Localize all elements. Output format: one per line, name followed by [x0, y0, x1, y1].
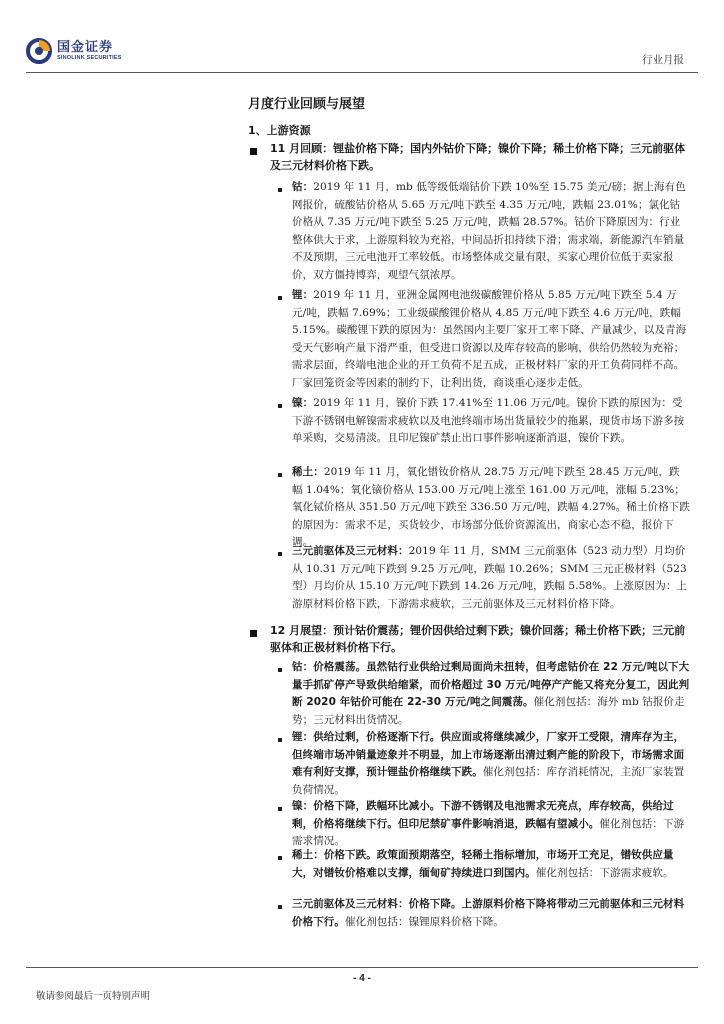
november-review-lead: 11 月回顾：锂盐价格下降；国内外钴价下降；镍价下降；稀土价格下降；三元前驱体及三元材料价格下跌。: [270, 142, 686, 172]
december-item-rare-earth: [292, 847, 690, 882]
item-text: 催化剂包括：库存消耗情况，主流厂家装置负荷情况。: [292, 766, 685, 796]
item-label: 镍：: [292, 800, 314, 812]
logo-english-name: SINOLINK SECURITIES: [57, 54, 122, 61]
november-item-rare-earth: [292, 464, 690, 552]
bullet-dot: [278, 856, 282, 860]
item-label: 三元前驱体及三元材料：: [292, 898, 409, 910]
december-item-ternary: [292, 896, 690, 931]
item-label: 镍：: [292, 397, 314, 409]
bullet-dot: [278, 473, 282, 477]
logo-chinese-name: 国金证券: [57, 39, 114, 55]
footer-divider: [26, 967, 698, 968]
item-bold-text: 价格下跌。政策面预期落空，轻稀土指标增加，市场开工充足，镨钕供应量大，对镨钕价格难以支撑，缅甸矿持续进口到国内。: [292, 849, 674, 879]
item-text: 催化剂包括：海外 mb 钴报价走势；三元材料出货情况。: [292, 696, 685, 726]
november-item-nickel: [292, 395, 690, 448]
bullet-dot: [278, 552, 282, 556]
bullet-dot: [278, 404, 282, 408]
page-number: - 4 -: [353, 973, 371, 984]
december-item-nickel: [292, 798, 690, 851]
november-item-ternary: [292, 543, 690, 613]
square-bullet: [250, 630, 257, 637]
item-label: 钴：: [292, 181, 314, 193]
header-divider: [26, 72, 698, 73]
footer-disclaimer: 敬请参阅最后一页特别声明: [36, 991, 151, 1002]
item-text: 2019 年 11 月，SMM 三元前驱体（523 动力型）月均价从 10.31 万元/吨下跌到 9.25 万元/吨，跌幅 10.26%；SMM 三元正极材料（523 型）月均价从 15.10 万元/吨下跌到 14.26 万元/吨，跌幅 5.58%。上涨原因为：上游原材料价格下跌，下游需求疲软，三元前驱体及三元材料价格下降。: [292, 545, 688, 610]
item-text: 催化剂包括：镍锂原料价格下降。: [345, 915, 504, 928]
december-item-lithium: [292, 729, 690, 799]
item-bold-text: 价格下降。上游原料价格下降将带动三元前驱体和三元材料价格下行。: [292, 898, 685, 928]
item-label: 稀土：: [292, 849, 324, 861]
item-text: 催化剂包括：下游需求疲软。: [535, 866, 674, 879]
bullet-dot: [278, 296, 282, 300]
december-item-cobalt: [292, 659, 690, 729]
item-bold-text: 供给过剩，价格逐渐下行。供应面或将继续减少，厂家开工受限，清库存为主，但终端市场冲销量迹象并不明显，加上市场逐渐出清过剩产能的阶段下，市场需求面难有利好支撑，预计锂盐价格继续下跌。: [292, 731, 685, 779]
bullet-dot: [278, 807, 282, 811]
item-text: 2019 年 11 月，镍价下跌 17.41%至 11.06 万元/吨。镍价下跌的原因为：受下游不锈钢电解镍需求疲软以及电池终端市场出货量较少的拖累，现货市场下游多按单采购，交易清淡。且印尼镍矿禁止出口事件影响逐渐消退，镍价下跌。: [292, 397, 685, 445]
item-bold-text: 价格下降，跌幅环比减小。下游不锈钢及电池需求无亮点，库存较高，供给过剩，价格将继续下行。但印尼禁矿事件影响消退，跌幅有望减小。: [292, 800, 674, 830]
item-label: 锂：: [292, 731, 314, 743]
section-title: 月度行业回顾与展望: [248, 97, 366, 112]
item-label: 三元前驱体及三元材料：: [292, 545, 409, 557]
bullet-dot: [278, 668, 282, 672]
november-item-cobalt: [292, 179, 690, 285]
item-text: 2019 年 11 月，氧化镨钕价格从 28.75 万元/吨下跌至 28.45 万元/吨，跌幅 1.04%；氧化镝价格从 153.00 万元/吨上涨至 161.00 万元/吨，涨幅 5.23%；氧化铽价格从 351.50 万元/吨下跌至 336.50 万元/吨，跌幅 4.27%。稀土价格下跌的原因为：需求不足，买货较少，市场部分低价资源流出，商家心态不稳，报价下调。: [292, 466, 690, 549]
subsection-title: 1、上游资源: [248, 124, 311, 137]
december-outlook-lead: 12 月展望：预计钴价震荡；锂价因供给过剩下跌；镍价回落；稀土价格下跌；三元前驱体和正极材料价格下行。: [270, 624, 686, 654]
november-item-lithium: [292, 287, 690, 393]
item-label: 钴：: [292, 661, 314, 673]
item-text: 催化剂包括：下游需求情况。: [292, 817, 685, 848]
bullet-dot: [278, 905, 282, 909]
item-label: 稀土：: [292, 466, 324, 478]
item-text: 2019 年 11 月，mb 低等级低端钴价下跌 10%至 15.75 美元/磅；据上海有色网报价，硫酸钴价格从 5.65 万元/吨下跌至 4.35 万元/吨，跌幅 23.01%；氯化钴价格从 7.35 万元/吨下跌至 5.25 万元/吨，跌幅 28.57%。钴价下降原因为：行业整体供大于求，上游原料较为充裕，中间品折扣持续下滑；需求端，新能源汽车销量不及预期，三元电池开工率较低。市场整体成交量有限，买家心理价位低于卖家报价，双方僵持博弈，观望气氛浓厚。: [292, 181, 686, 281]
square-bullet: [250, 148, 257, 155]
item-label: 锂：: [292, 289, 314, 301]
logo-icon: [26, 38, 52, 64]
company-logo: [26, 38, 122, 64]
item-text: 2019 年 11 月，亚洲金属网电池级碳酸锂价格从 5.85 万元/吨下跌至 5.4 万元/吨，跌幅 7.69%；工业级碳酸锂价格从 4.85 万元/吨下跌至 4.6 万元/吨，跌幅 5.15%。碳酸锂下跌的原因为：虽然国内主要厂家开工率下降、产量减少，以及青海受天气影响产量下滑严重，但受进口资源以及库存较高的影响，供给仍然较为充裕；需求层面，终端电池企业的开工负荷不足五成，正极材料厂家的开工负荷同样不高。厂家回笼资金等因素的制约下，让利出货，商谈重心逐步走低。: [292, 289, 687, 389]
bullet-dot: [278, 188, 282, 192]
page-header: [0, 0, 724, 78]
bullet-dot: [278, 738, 282, 742]
report-type-label: 行业月报: [642, 54, 684, 66]
item-bold-text: 价格震荡。虽然钴行业供给过剩局面尚未扭转，但考虑钴价在 22 万元/吨以下大量手抓矿停产导致供给缩紧，而价格超过 30 万元/吨停产产能又将充分复工，因此判断 2020 年钴价可能在 22-30 万元/吨之间震荡。: [292, 661, 690, 709]
